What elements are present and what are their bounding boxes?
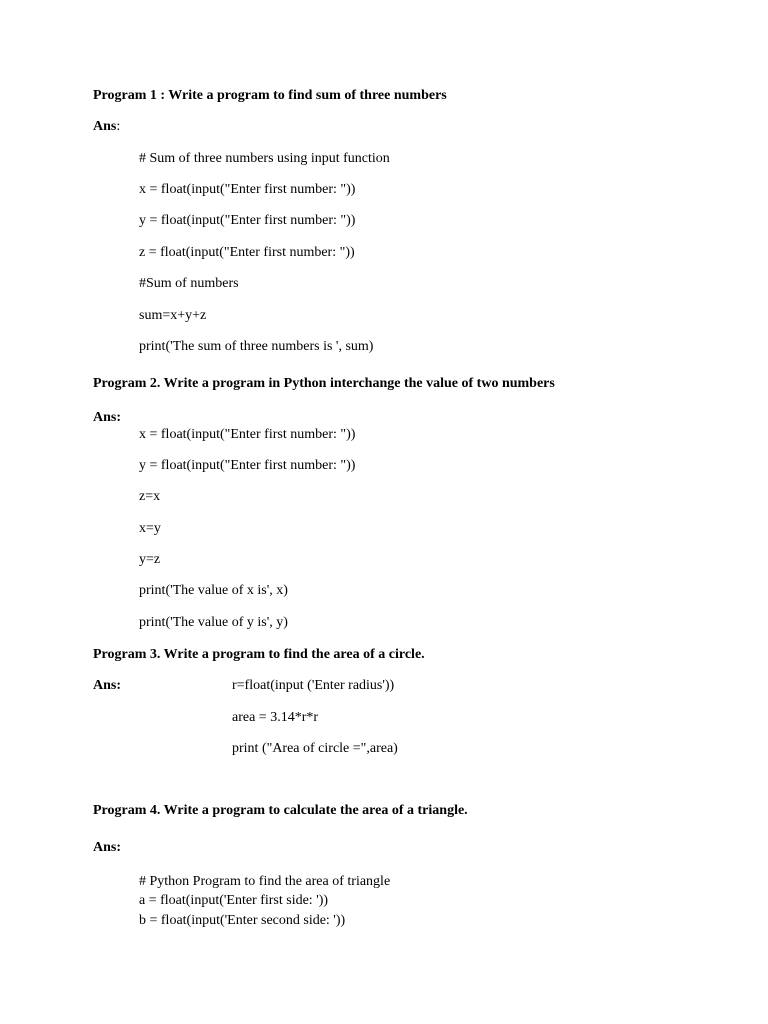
program-4-answer-label: Ans:: [93, 840, 122, 855]
program-2-code-line: x=y: [139, 521, 161, 536]
program-2-heading: Program 2. Write a program in Python interchange the value of two numbers: [93, 376, 555, 391]
program-2-code-line: x = float(input("Enter first number: ")): [139, 427, 356, 442]
program-4-heading: Program 4. Write a program to calculate the area of a triangle.: [93, 803, 468, 818]
program-1-heading: Program 1 : Write a program to find sum of three numbers: [93, 88, 447, 103]
answer-label-colon: :: [116, 119, 121, 134]
program-1-code-line: x = float(input("Enter first number: ")): [139, 182, 356, 197]
program-2-answer-label: Ans:: [93, 410, 122, 425]
program-2-code-line: print('The value of y is', y): [139, 615, 288, 630]
program-2-code-line: print('The value of x is', x): [139, 583, 288, 598]
program-1-code-line: sum=x+y+z: [139, 308, 207, 323]
program-4-code-line: b = float(input('Enter second side: ')): [139, 913, 346, 928]
program-3-code-line: r=float(input ('Enter radius')): [232, 678, 395, 693]
program-1-code-line: print('The sum of three numbers is ', sum): [139, 339, 374, 354]
program-2-code-line: y = float(input("Enter first number: ")): [139, 458, 356, 473]
program-1-code-line: #Sum of numbers: [139, 276, 239, 291]
program-3-heading: Program 3. Write a program to find the area of a circle.: [93, 647, 425, 662]
program-1-code-line: # Sum of three numbers using input function: [139, 151, 390, 166]
program-3-code-line: area = 3.14*r*r: [232, 710, 319, 725]
program-4-code-line: # Python Program to find the area of triangle: [139, 874, 391, 889]
program-2-code-line: z=x: [139, 489, 161, 504]
program-2-code-line: y=z: [139, 552, 161, 567]
answer-label-bold: Ans: [93, 119, 117, 134]
program-1-answer-label: [93, 119, 120, 135]
program-4-code-line: a = float(input('Enter first side: ')): [139, 893, 329, 908]
program-3-code-line: print ("Area of circle =",area): [232, 741, 398, 756]
program-3-answer-label: Ans:: [93, 678, 122, 693]
program-1-code-line: y = float(input("Enter first number: ")): [139, 213, 356, 228]
program-1-code-line: z = float(input("Enter first number: ")): [139, 245, 355, 260]
